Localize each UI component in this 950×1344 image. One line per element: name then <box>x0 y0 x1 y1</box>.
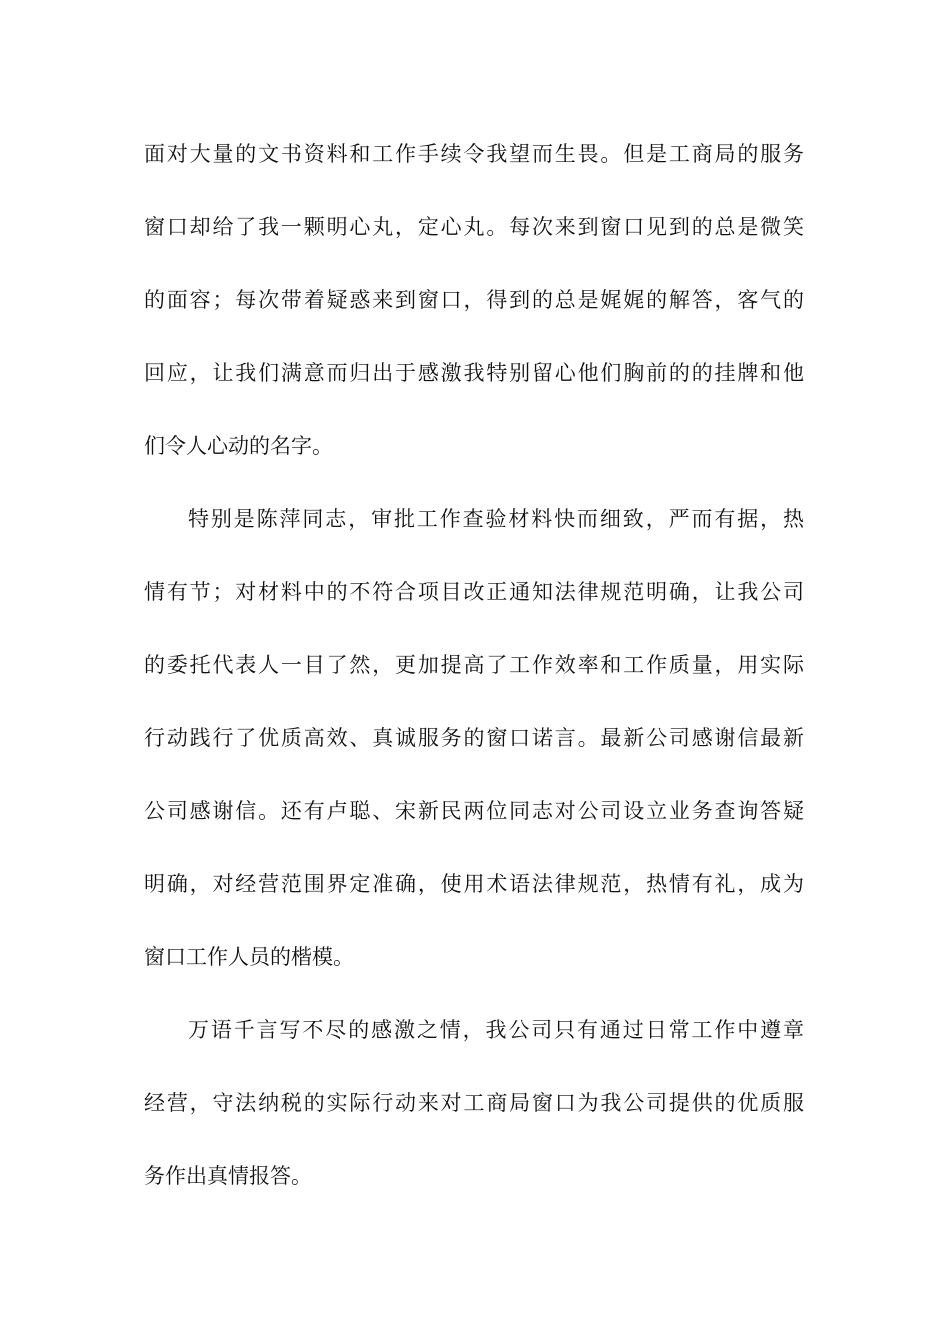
text-line: 窗口工作人员的楷模。 <box>144 945 354 969</box>
document-body <box>144 130 804 1225</box>
text-line: 的面容；每次带着疑惑来到窗口，得到的总是娓娓的解答，客气的 <box>144 288 804 312</box>
text-line: 明确，对经营范围界定准确，使用术语法律规范，热情有礼，成为 <box>144 872 804 896</box>
text-line: 情有节；对材料中的不符合项目改正通知法律规范明确，让我公司 <box>144 580 804 604</box>
text-line: 经营，守法纳税的实际行动来对工商局窗口为我公司提供的优质服 <box>144 1091 804 1115</box>
paragraph <box>144 495 804 1006</box>
text-line: 务作出真情报答。 <box>144 1164 312 1188</box>
text-line: 的委托代表人一目了然，更加提高了工作效率和工作质量，用实际 <box>144 653 804 677</box>
text-line: 面对大量的文书资料和工作手续令我望而生畏。但是工商局的服务 <box>144 142 804 166</box>
text-line: 回应，让我们满意而归出于感激我特别留心他们胸前的的挂牌和他 <box>144 361 804 385</box>
text-line: 们令人心动的名字。 <box>144 434 333 458</box>
text-line: 窗口却给了我一颗明心丸，定心丸。每次来到窗口见到的总是微笑 <box>144 215 804 239</box>
text-line: 万语千言写不尽的感激之情，我公司只有通过日常工作中遵章 <box>188 1018 804 1042</box>
text-line: 行动践行了优质高效、真诚服务的窗口诺言。最新公司感谢信最新 <box>144 726 804 750</box>
text-line: 公司感谢信。还有卢聪、宋新民两位同志对公司设立业务查询答疑 <box>144 799 804 823</box>
paragraph <box>144 1006 804 1225</box>
paragraph <box>144 130 804 495</box>
text-line: 特别是陈萍同志，审批工作查验材料快而细致，严而有据，热 <box>188 507 804 531</box>
